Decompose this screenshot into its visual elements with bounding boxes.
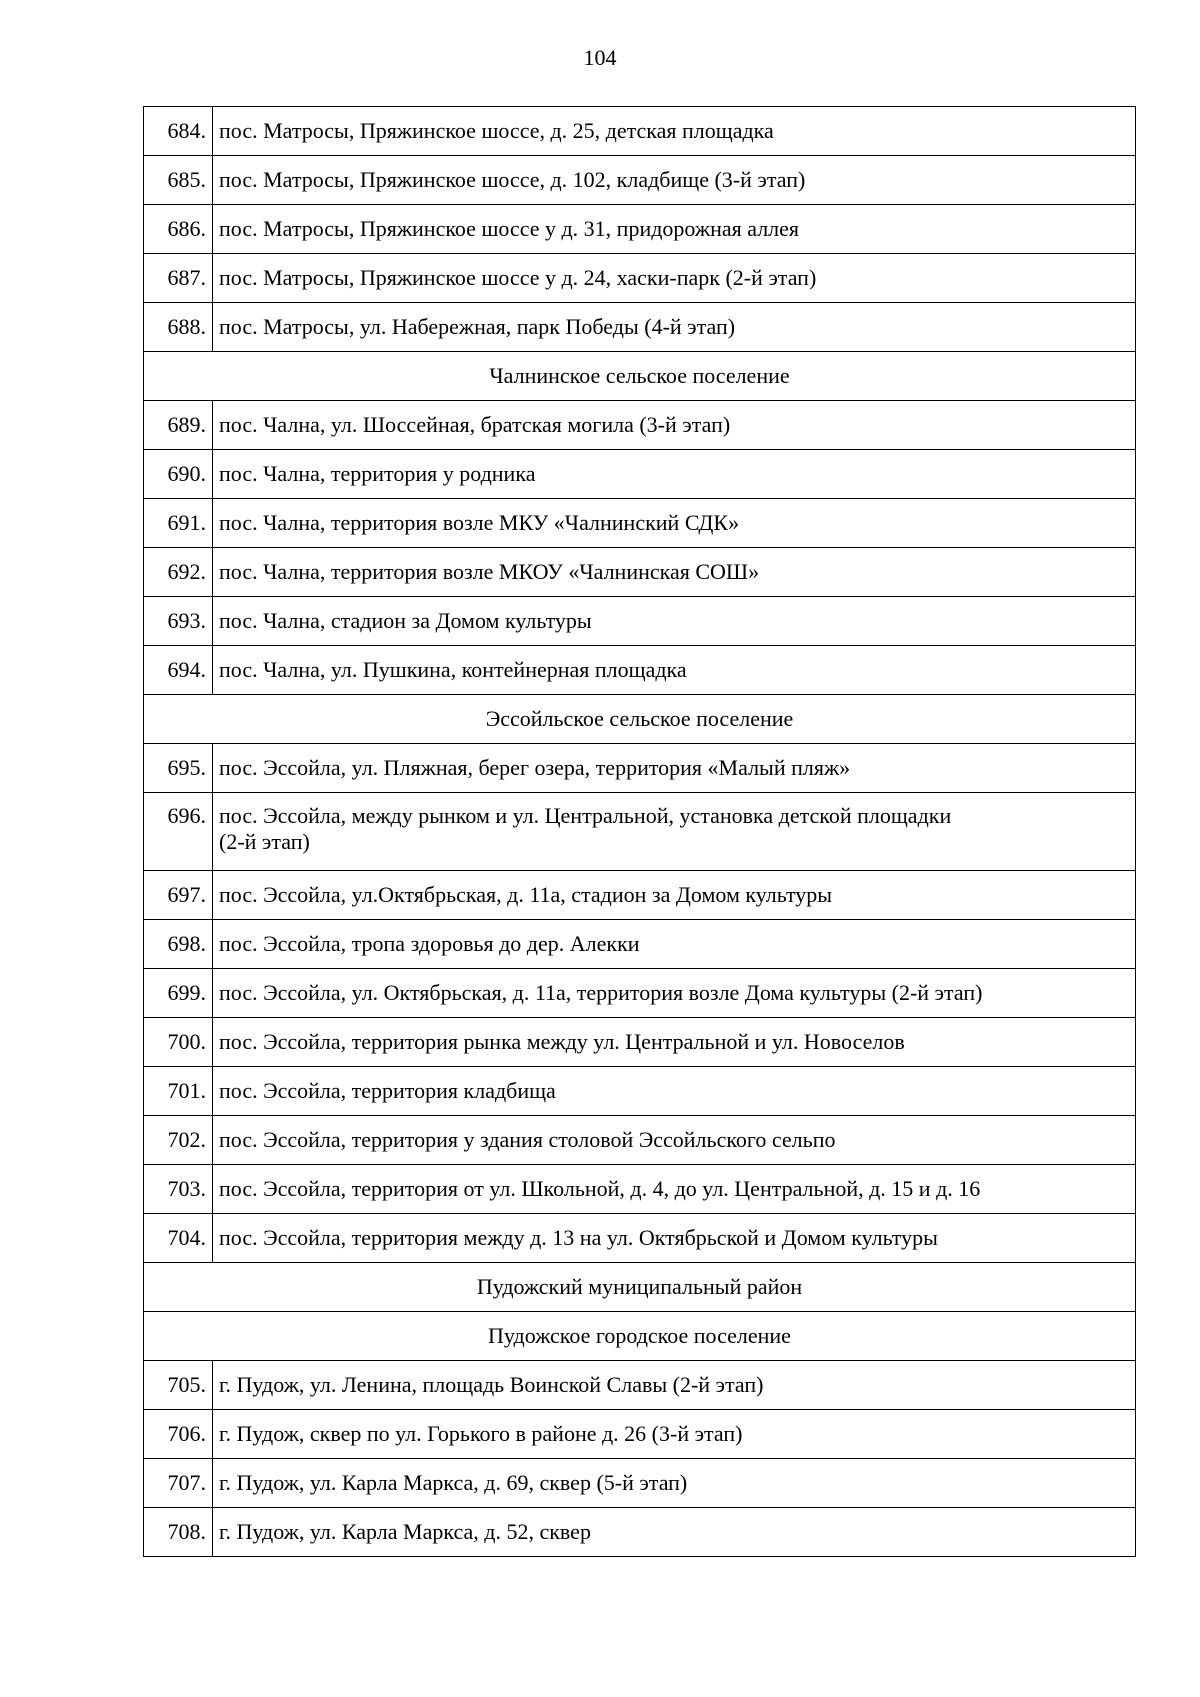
row-number: 689.: [144, 401, 213, 450]
row-description: пос. Матросы, Пряжинское шоссе у д. 31, придорожная аллея: [213, 205, 1136, 254]
table-row: [144, 1067, 1136, 1116]
row-description: [213, 793, 1136, 871]
table-row: [144, 1508, 1136, 1557]
row-number: 700.: [144, 1018, 213, 1067]
page-number: 104: [583, 45, 617, 70]
row-description: пос. Чална, территория возле МКОУ «Чалнинская СОШ»: [213, 548, 1136, 597]
row-description: г. Пудож, ул. Карла Маркса, д. 52, сквер: [213, 1508, 1136, 1557]
section-row: [144, 695, 1136, 744]
table-row: [144, 1214, 1136, 1263]
row-description: пос. Чална, ул. Пушкина, контейнерная площадка: [213, 646, 1136, 695]
row-number: 688.: [144, 303, 213, 352]
table-row: [144, 254, 1136, 303]
row-description: пос. Эссойла, территория от ул. Школьной, д. 4, до ул. Центральной, д. 15 и д. 16: [213, 1165, 1136, 1214]
section-heading: Эссойльское сельское поселение: [144, 695, 1136, 744]
table-row: [144, 1116, 1136, 1165]
row-description-line: пос. Эссойла, между рынком и ул. Центральной, установка детской площадки: [219, 803, 952, 828]
table-row: [144, 920, 1136, 969]
row-description: пос. Чална, стадион за Домом культуры: [213, 597, 1136, 646]
table-row: [144, 303, 1136, 352]
table-row: [144, 499, 1136, 548]
row-description: г. Пудож, ул. Ленина, площадь Воинской Славы (2-й этап): [213, 1361, 1136, 1410]
row-number: 706.: [144, 1410, 213, 1459]
row-number: 690.: [144, 450, 213, 499]
section-row: [144, 352, 1136, 401]
row-description: г. Пудож, сквер по ул. Горького в районе д. 26 (3-й этап): [213, 1410, 1136, 1459]
row-number: 694.: [144, 646, 213, 695]
section-heading: Пудожское городское поселение: [144, 1312, 1136, 1361]
row-number: 685.: [144, 156, 213, 205]
row-number: 702.: [144, 1116, 213, 1165]
row-description: пос. Матросы, Пряжинское шоссе у д. 24, хаски-парк (2-й этап): [213, 254, 1136, 303]
row-number: 708.: [144, 1508, 213, 1557]
table-row: [144, 1165, 1136, 1214]
row-number: 695.: [144, 744, 213, 793]
row-number: 697.: [144, 871, 213, 920]
table-row: [144, 646, 1136, 695]
row-description: г. Пудож, ул. Карла Маркса, д. 69, сквер (5-й этап): [213, 1459, 1136, 1508]
document-table: [143, 106, 1136, 1557]
section-row: [144, 1312, 1136, 1361]
row-number: 699.: [144, 969, 213, 1018]
table-row: [144, 871, 1136, 920]
row-description: пос. Чална, территория у родника: [213, 450, 1136, 499]
row-description: пос. Эссойла, территория рынка между ул. Центральной и ул. Новоселов: [213, 1018, 1136, 1067]
table-body: [144, 107, 1136, 1557]
table-row: [144, 156, 1136, 205]
row-number: 687.: [144, 254, 213, 303]
row-description: пос. Эссойла, территория кладбища: [213, 1067, 1136, 1116]
row-number: 691.: [144, 499, 213, 548]
table-row: [144, 205, 1136, 254]
table-row: [144, 1361, 1136, 1410]
row-number: 707.: [144, 1459, 213, 1508]
row-description: пос. Эссойла, территория у здания столовой Эссойльского сельпо: [213, 1116, 1136, 1165]
table-row: [144, 450, 1136, 499]
row-description-line: (2-й этап): [219, 829, 310, 854]
row-description: пос. Чална, ул. Шоссейная, братская могила (3-й этап): [213, 401, 1136, 450]
row-description: пос. Матросы, Пряжинское шоссе, д. 102, кладбище (3-й этап): [213, 156, 1136, 205]
table-row: [144, 1459, 1136, 1508]
table-row: [144, 548, 1136, 597]
table-row: [144, 1410, 1136, 1459]
row-description: пос. Эссойла, тропа здоровья до дер. Алекки: [213, 920, 1136, 969]
row-number: 705.: [144, 1361, 213, 1410]
row-description: пос. Эссойла, ул. Октябрьская, д. 11а, территория возле Дома культуры (2-й этап): [213, 969, 1136, 1018]
row-number: 686.: [144, 205, 213, 254]
row-number: 693.: [144, 597, 213, 646]
row-number: 684.: [144, 107, 213, 156]
table-row: [144, 744, 1136, 793]
table-row: [144, 1018, 1136, 1067]
table-row: [144, 969, 1136, 1018]
section-heading: Пудожский муниципальный район: [144, 1263, 1136, 1312]
row-number: 704.: [144, 1214, 213, 1263]
row-description: пос. Матросы, Пряжинское шоссе, д. 25, детская площадка: [213, 107, 1136, 156]
row-description: пос. Эссойла, ул. Пляжная, берег озера, территория «Малый пляж»: [213, 744, 1136, 793]
row-number: 692.: [144, 548, 213, 597]
row-number: 703.: [144, 1165, 213, 1214]
table-row: [144, 597, 1136, 646]
row-number: 698.: [144, 920, 213, 969]
table-row: [144, 401, 1136, 450]
row-description: пос. Чална, территория возле МКУ «Чалнинский СДК»: [213, 499, 1136, 548]
table-row: [144, 107, 1136, 156]
section-row: [144, 1263, 1136, 1312]
table-row: [144, 793, 1136, 871]
row-number: 696.: [144, 793, 213, 871]
section-heading: Чалнинское сельское поселение: [144, 352, 1136, 401]
row-description: пос. Эссойла, ул.Октябрьская, д. 11а, стадион за Домом культуры: [213, 871, 1136, 920]
row-description: пос. Эссойла, территория между д. 13 на ул. Октябрьской и Домом культуры: [213, 1214, 1136, 1263]
row-number: 701.: [144, 1067, 213, 1116]
row-description: пос. Матросы, ул. Набережная, парк Победы (4-й этап): [213, 303, 1136, 352]
